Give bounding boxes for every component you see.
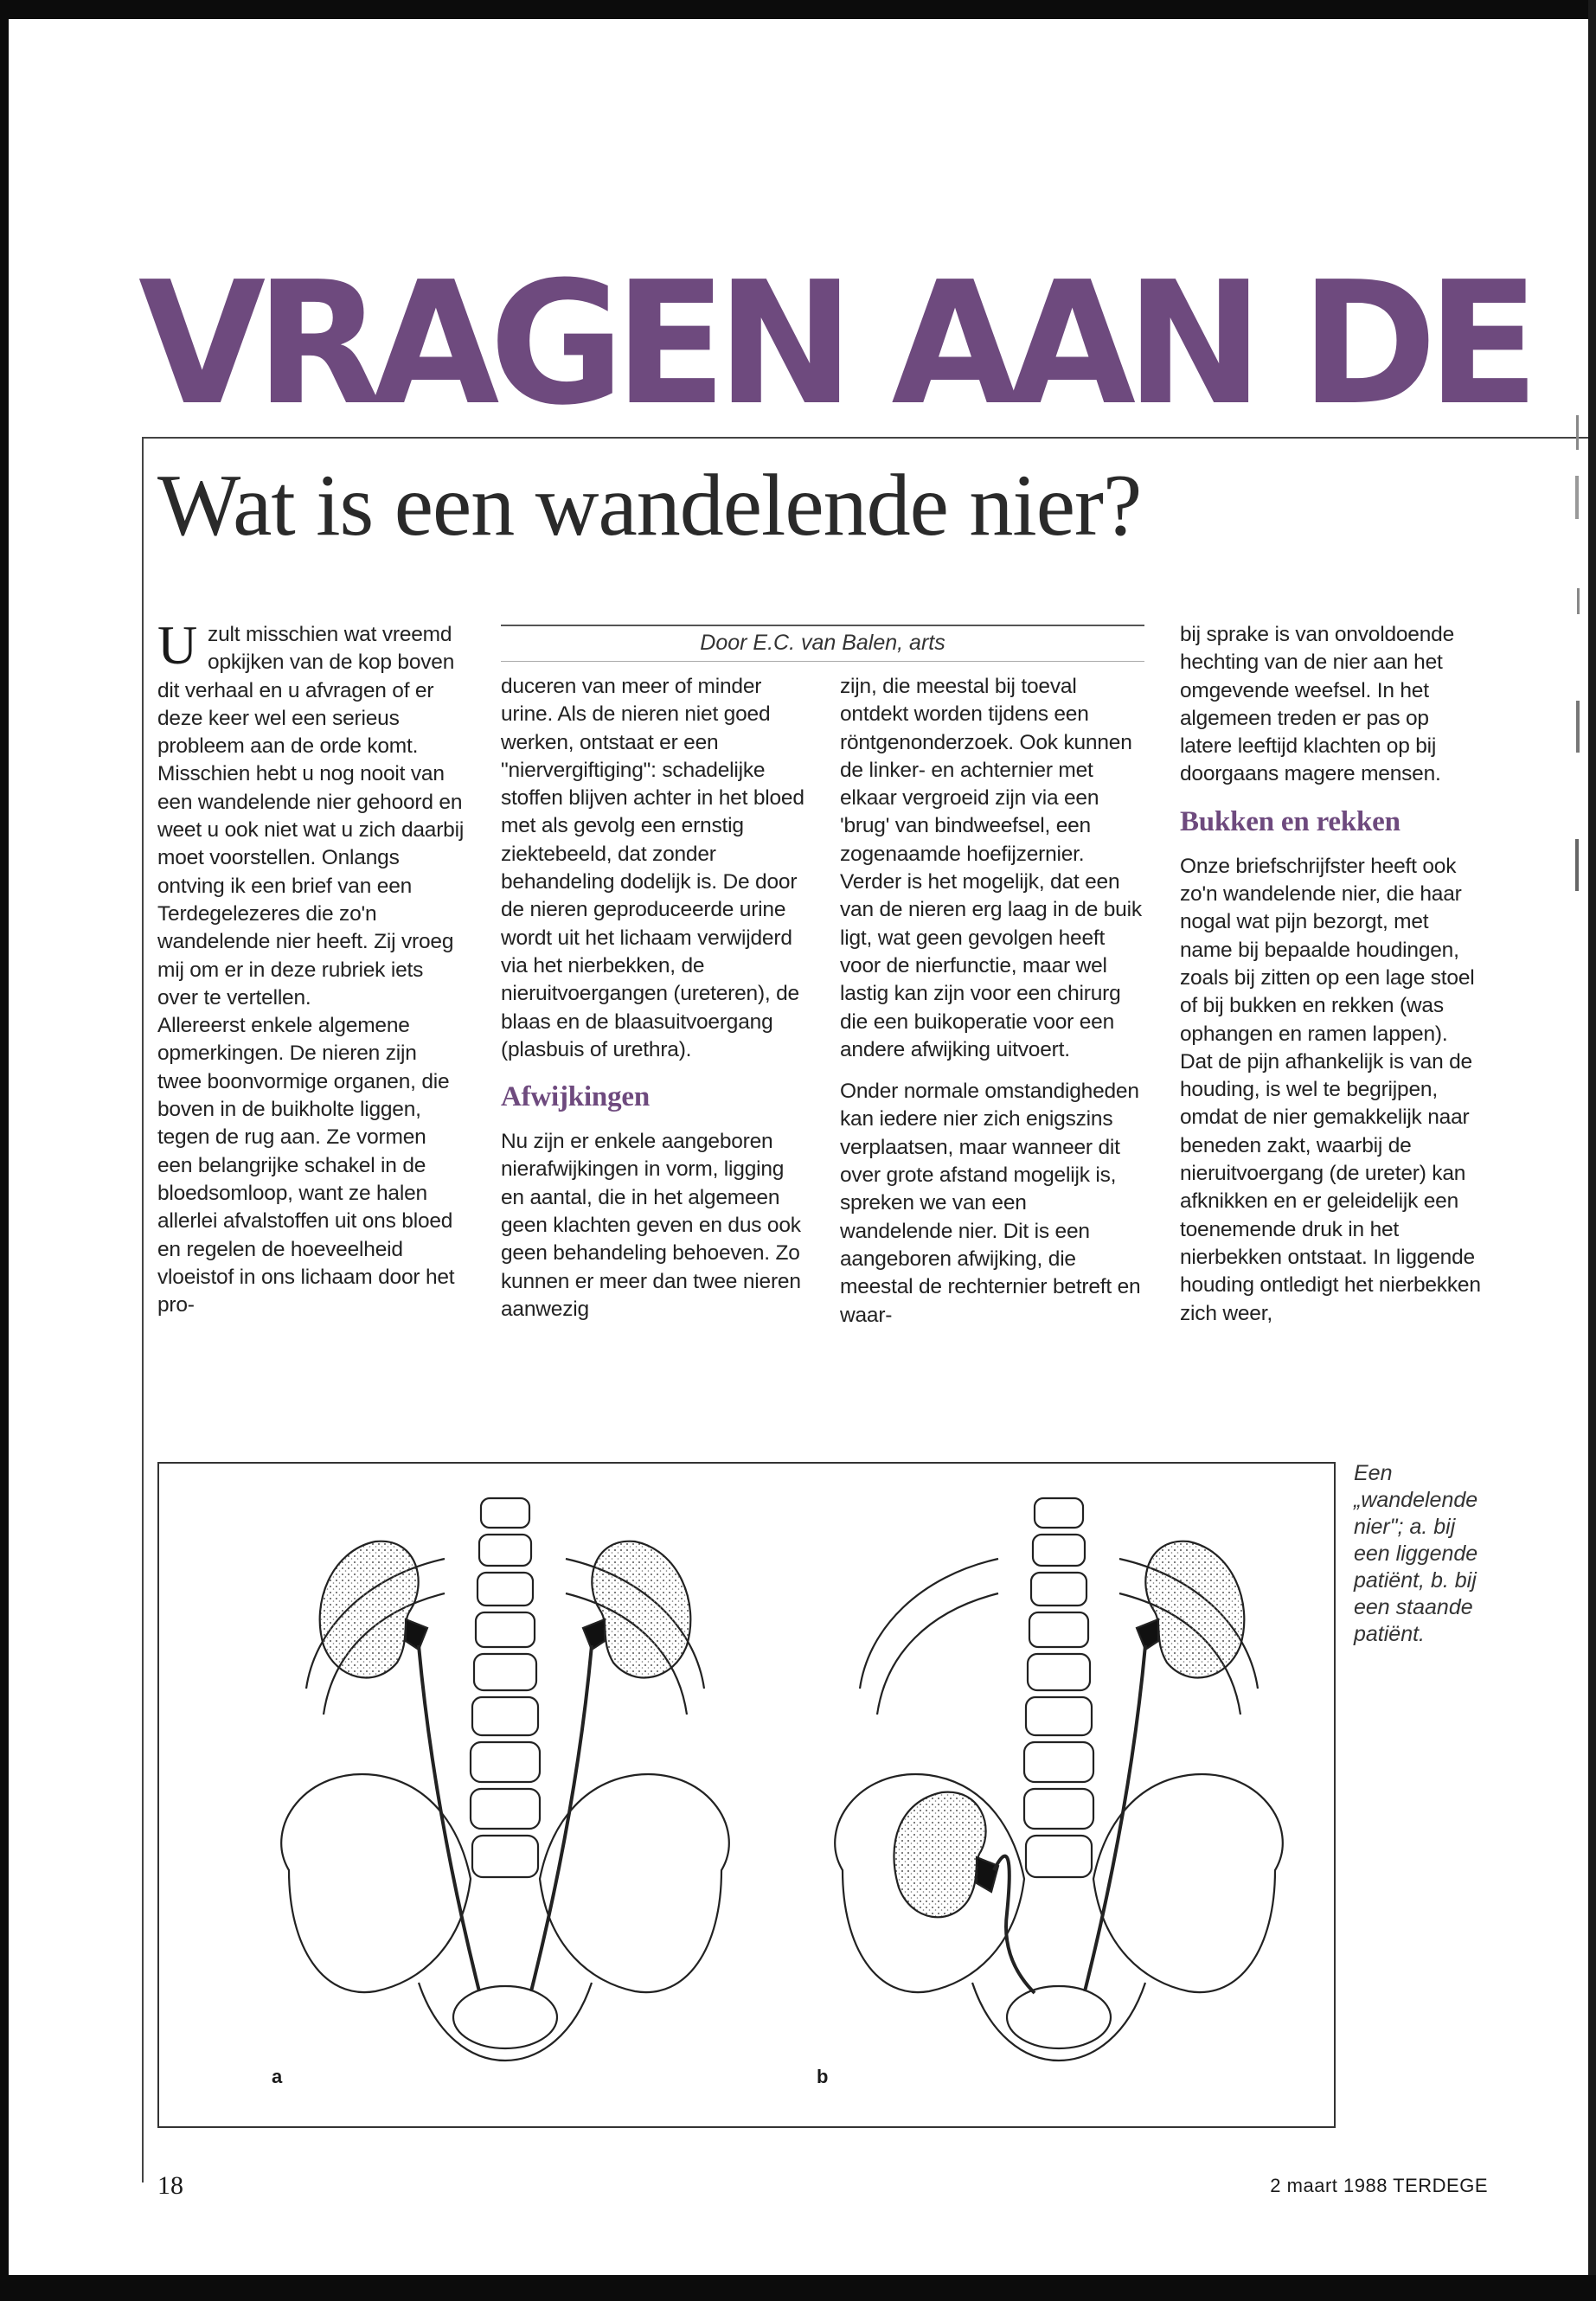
subhead-bukken-en-rekken: Bukken en rekken	[1180, 805, 1401, 837]
paragraph: Onze briefschrijfster heeft ook zo'n wandelende nier, die haar nogal wat pijn bezorgt, met name bij bepaalde houdingen, zoals bij zitten op een lage stoel of bij bukken en rekken (was ophangen en ramen lappen). Dat de pijn afhankelijk is van de houding, is wel te begrijpen, omdat de nier gemakkelijk naar beneden zakt, waarbij de nieruitvoergang (de ureter) kan afknikken en er geleidelijk een toenemende druk in het nierbekken ontstaat. In liggende houding ontledigt het nierbekken zich weer,	[1180, 854, 1481, 1325]
figure-label-a: a	[272, 2066, 283, 2087]
byline: Door E.C. van Balen, arts	[700, 631, 945, 655]
intro-paragraph: Uzult misschien wat vreemd opkijken van de kop boven dit verhaal en u afvragen of er deze keer wel een serieus probleem aan de orde komt. Misschien hebt u nog nooit van een wandelende nier gehoord en weet u ook niet wat u zich daarbij moet voorstellen. Onlangs ontving ik een brief van een Terdegelezeres die zo'n wandelende nier heeft. Zij vroeg mij om er in deze rubriek iets over te vertellen.	[157, 614, 465, 1009]
scan-edge-left	[0, 0, 9, 2301]
article-title: Wat is een wandelende nier?	[157, 457, 1142, 554]
spine-b	[1024, 1498, 1093, 1877]
column-1	[157, 614, 465, 1319]
column-2	[501, 673, 805, 1324]
column-4	[1180, 621, 1484, 1328]
scan-edge-top	[0, 0, 1596, 19]
paragraph: Allereerst enkele algemene opmerkingen. De nieren zijn twee boonvormige organen, die boven in de buikholte liggen, tegen de rug aan. Ze vormen een belangrijke schakel in de bloedsomloop, want ze halen allerlei afvalstoffen uit ons bloed en regelen de hoeveelheid vloeistof in ons lichaam door het pro-	[157, 1014, 455, 1317]
kidney-left-a	[320, 1541, 419, 1678]
pelvis-right	[540, 1774, 729, 1992]
paragraph: Nu zijn er enkele aangeboren nierafwijkingen in vorm, ligging en aantal, die in het algemeen geen klachten geven en dus ook geen behandeling behoeven. Zo kunnen er meer dan twee nieren aanwezig	[501, 1130, 801, 1321]
kidney-right-a	[592, 1541, 690, 1678]
paragraph: bij sprake is van onvoldoende hechting van de nier aan het omgevende weefsel. In het algemeen treden er pas op latere leeftijd klachten op bij doorgaans magere mensen.	[1180, 623, 1454, 786]
drop-cap: U	[157, 614, 198, 676]
byline-rule-top	[501, 625, 1144, 626]
byline-rule-bottom	[501, 661, 1144, 662]
scan-edge-bottom	[0, 2275, 1596, 2301]
section-banner: VRAGEN AAN DE	[138, 246, 1529, 443]
kidney-right-b	[1145, 1541, 1244, 1678]
scan-margin-marks	[1573, 415, 1586, 900]
spine-a	[471, 1498, 540, 1877]
paragraph: Onder normale omstandigheden kan iedere nier zich enigszins verplaatsen, maar wanneer dit over grote afstand mogelijk is, spreken we van een wandelende nier. Dit is een aangeboren afwijking, die meestal de rechternier betreft en waar-	[840, 1080, 1141, 1327]
kidney-dropped-b	[894, 1792, 985, 1918]
panel-a-figure	[281, 1498, 729, 2061]
panel-b-figure	[835, 1498, 1283, 2061]
kidney-illustration	[157, 1462, 1336, 2128]
rib	[860, 1559, 998, 1689]
figure-label-b: b	[817, 2066, 829, 2087]
paragraph: Verder is het mogelijk, dat een van de nieren erg laag in de buik ligt, wat geen gevolgen heeft voor de nierfunctie, maar wel lastig kan zijn voor een chirurg die een buikoperatie voor een andere afwijking uitvoert.	[840, 870, 1142, 1061]
kidney-diagram-svg	[159, 1464, 1337, 2130]
page-number: 18	[157, 2171, 183, 2200]
rib	[877, 1593, 998, 1715]
subhead-afwijkingen: Afwijkingen	[501, 1081, 650, 1113]
bladder-b	[1007, 1986, 1111, 2048]
column-3	[840, 673, 1144, 1330]
pelvis-left	[281, 1774, 471, 1992]
publication-date: 2 maart 1988 TERDEGE	[1270, 2175, 1488, 2196]
figure-caption: Een „wandelende nier"; a. bij een liggende patiënt, b. bij een staande patiënt.	[1354, 1461, 1478, 1646]
pelvis-right	[1093, 1774, 1283, 1992]
paragraph: zijn, die meestal bij toeval ontdekt worden tijdens een röntgenonderzoek. Ook kunnen de linker- en achternier met elkaar vergroeid zijn via een 'brug' van bindweefsel, een zogenaamde hoefijzernier.	[840, 675, 1132, 866]
paragraph: duceren van meer of minder urine. Als de nieren niet goed werken, ontstaat er een "niervergiftiging": schadelijke stoffen blijven achter in het bloed met als gevolg een ernstig ziektebeeld, dat zonder behandeling dodelijk is. De door de nieren geproduceerde urine wordt uit het lichaam verwijderd via het nierbekken, de nieruitvoergangen (ureteren), de blaas en de blaasuitvoergang (plasbuis of urethra).	[501, 675, 804, 1061]
scan-edge-right	[1588, 0, 1596, 2301]
bladder-a	[453, 1986, 557, 2048]
